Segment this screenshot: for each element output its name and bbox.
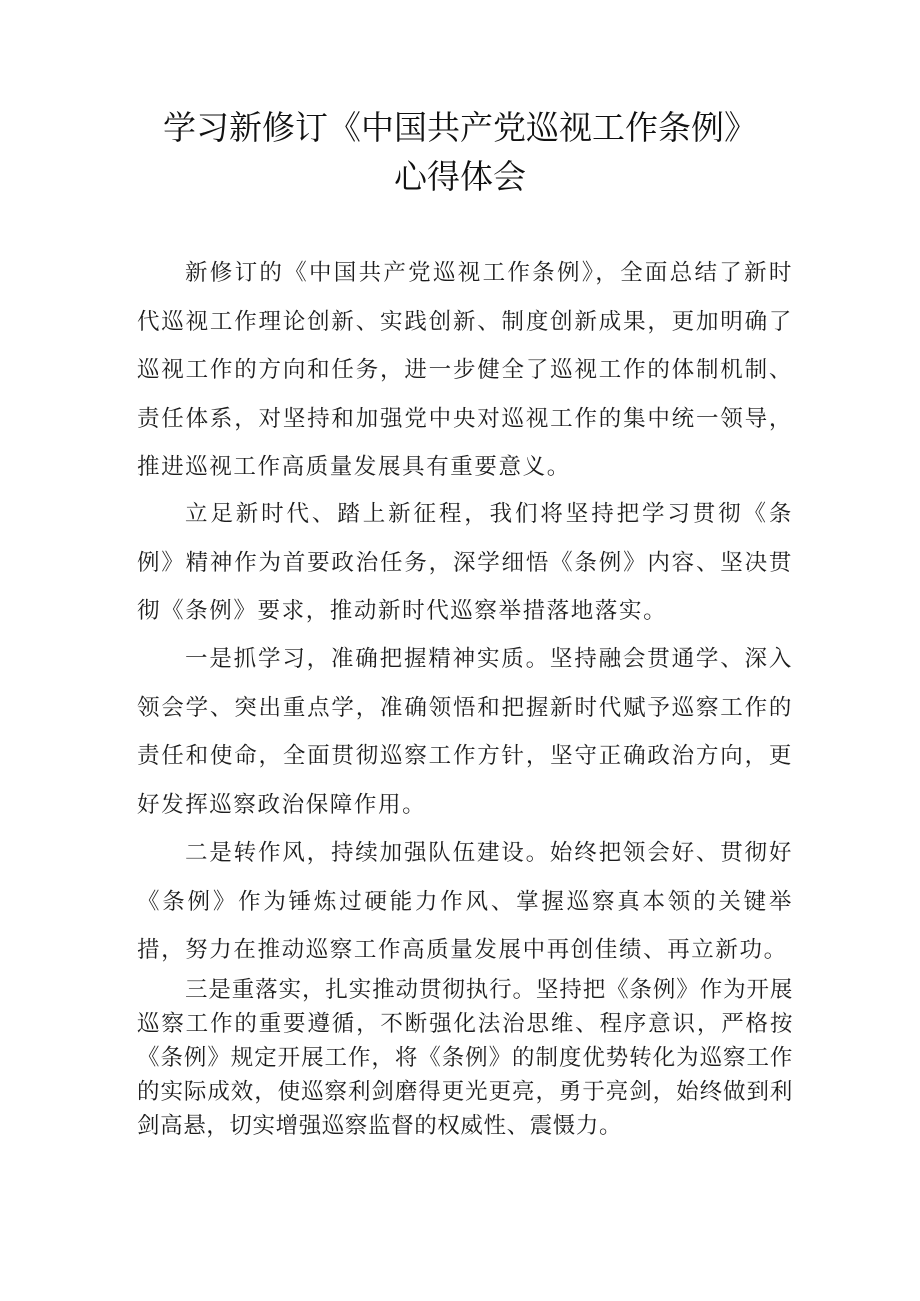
paragraph-intro: 新修订的《中国共产党巡视工作条例》，全面总结了新时代巡视工作理论创新、实践创新、制度创新成果，更加明确了巡视工作的方向和任务，进一步健全了巡视工作的体制机制、责任体系，对坚持和加强党中央对巡视工作的集中统一领导，推进巡视工作高质量发展具有重要意义。 bbox=[137, 260, 793, 480]
document-title-line2: 心得体会 bbox=[394, 157, 526, 196]
paragraph-point-two: 二是转作风，持续加强队伍建设。始终把领会好、贯彻好《条例》作为锤炼过硬能力作风、掌握巡察真本领的关键举措，努力在推动巡察工作高质量发展中再创佳绩、再立新功。 bbox=[137, 840, 793, 963]
paragraph-point-one: 一是抓学习，准确把握精神实质。坚持融会贯通学、深入领会学、突出重点学，准确领悟和把握新时代赋予巡察工作的责任和使命，全面贯彻巡察工作方针，坚守正确政治方向，更好发挥巡察政治保障作用。 bbox=[137, 646, 793, 818]
paragraph-point-three: 三是重落实，扎实推动贯彻执行。坚持把《条例》作为开展巡察工作的重要遵循，不断强化法治思维、程序意识，严格按《条例》规定开展工作，将《条例》的制度优势转化为巡察工作的实际成效，使巡察利剑磨得更光更亮，勇于亮剑，始终做到利剑高悬，切实增强巡察监督的权威性、震慑力。 bbox=[137, 977, 793, 1139]
document-title-line1: 学习新修订《中国共产党巡视工作条例》 bbox=[163, 108, 757, 147]
paragraph-commitment: 立足新时代、踏上新征程，我们将坚持把学习贯彻《条例》精神作为首要政治任务，深学细悟《条例》内容、坚决贯彻《条例》要求，推动新时代巡察举措落地落实。 bbox=[137, 501, 793, 624]
